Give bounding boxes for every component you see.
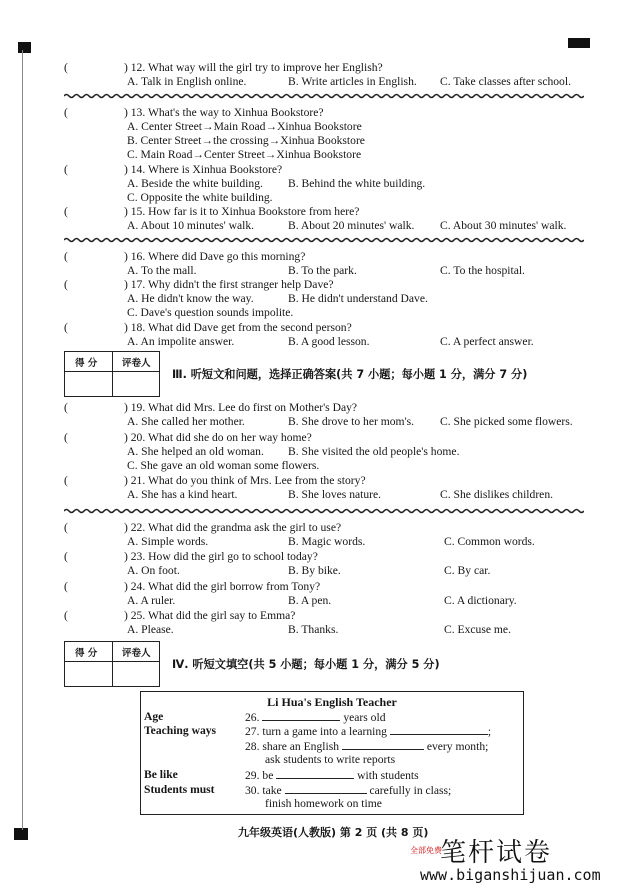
option-b: B. She drove to her mom's. bbox=[288, 415, 415, 428]
question-15 bbox=[64, 205, 359, 219]
option-a: A. An impolite answer. bbox=[127, 335, 235, 348]
option-a: A. Talk in English online. bbox=[127, 75, 247, 88]
answer-paren[interactable]: ( bbox=[64, 474, 68, 487]
watermark-brand: 笔杆试卷 bbox=[440, 838, 553, 868]
option-a: A. On foot. bbox=[127, 564, 180, 577]
item-26: 26. years old bbox=[245, 711, 386, 724]
question-12 bbox=[64, 61, 383, 75]
answer-paren[interactable]: ( bbox=[64, 321, 68, 334]
registration-mark-left-bottom bbox=[14, 828, 28, 840]
option-b: B. A pen. bbox=[288, 594, 332, 607]
grader-label: 评卷人 bbox=[122, 648, 151, 659]
answer-paren[interactable]: ( bbox=[64, 278, 68, 291]
answer-blank-26[interactable] bbox=[262, 710, 340, 721]
answer-paren[interactable]: ( bbox=[64, 250, 68, 263]
item-28: 28. share an English every month; bbox=[245, 740, 489, 753]
score-label: 得 分 bbox=[75, 648, 98, 659]
option-c: C. About 30 minutes' walk. bbox=[440, 219, 567, 232]
option-c: C. By car. bbox=[444, 564, 491, 577]
answer-paren[interactable]: ( bbox=[64, 550, 68, 563]
score-box bbox=[64, 351, 160, 397]
option-a: A. He didn't know the way. bbox=[127, 292, 254, 305]
question-13 bbox=[64, 106, 324, 120]
answer-paren[interactable]: ( bbox=[64, 205, 68, 218]
option-c: C. She gave an old woman some flowers. bbox=[127, 459, 320, 472]
question-20 bbox=[64, 431, 312, 445]
registration-mark-right-top bbox=[568, 38, 590, 48]
option-b: B. About 20 minutes' walk. bbox=[288, 219, 415, 232]
option-c: C. Common words. bbox=[444, 535, 535, 548]
question-stem: ) 24. What did the girl borrow from Tony? bbox=[124, 580, 321, 593]
question-stem: ) 15. How far is it to Xinhua Bookstore from here? bbox=[124, 205, 360, 218]
question-21 bbox=[64, 474, 366, 488]
question-stem: ) 20. What did she do on her way home? bbox=[124, 431, 312, 444]
option-a: A. Beside the white building. bbox=[127, 177, 263, 190]
question-16 bbox=[64, 250, 305, 264]
question-23 bbox=[64, 550, 318, 564]
page-footer: 九年级英语(人教版) 第 2 页 (共 8 页) bbox=[238, 826, 429, 839]
option-c: C. Opposite the white building. bbox=[127, 191, 273, 204]
watermark-url: www.biganshijuan.com bbox=[420, 866, 601, 884]
option-b: B. By bike. bbox=[288, 564, 341, 577]
option-b: B. She visited the old people's home. bbox=[288, 445, 460, 458]
question-stem: ) 17. Why didn't the first stranger help Dave? bbox=[124, 278, 334, 291]
answer-paren[interactable]: ( bbox=[64, 401, 68, 414]
score-box bbox=[64, 641, 160, 687]
wave-divider bbox=[64, 508, 584, 514]
option-c: C. Dave's question sounds impolite. bbox=[127, 306, 294, 319]
option-c: C. Excuse me. bbox=[444, 623, 511, 636]
option-b: B. She loves nature. bbox=[288, 488, 382, 501]
item-30: 30. take carefully in class; bbox=[245, 784, 452, 797]
option-c: C. She dislikes children. bbox=[440, 488, 554, 501]
binding-line bbox=[22, 50, 23, 830]
answer-blank-29[interactable] bbox=[276, 768, 354, 779]
section-3-title: Ⅲ. 听短文和问题，选择正确答案(共 7 小题；每小题 1 分，满分 7 分) bbox=[172, 368, 528, 381]
age-label: Age bbox=[144, 710, 164, 723]
option-a: A. Simple words. bbox=[127, 535, 209, 548]
option-b: B. Magic words. bbox=[288, 535, 366, 548]
item-28-line-2: ask students to write reports bbox=[265, 753, 396, 766]
option-a: A. Center Street→Main Road→Xinhua Bookstore bbox=[127, 120, 362, 133]
question-stem: ) 23. How did the girl go to school today? bbox=[124, 550, 318, 563]
option-c: C. A dictionary. bbox=[444, 594, 517, 607]
grader-label: 评卷人 bbox=[122, 358, 151, 369]
option-b: B. Thanks. bbox=[288, 623, 339, 636]
table-title: Li Hua's English Teacher bbox=[267, 695, 397, 709]
option-b: B. He didn't understand Dave. bbox=[288, 292, 428, 305]
option-b: B. A good lesson. bbox=[288, 335, 370, 348]
question-stem: ) 14. Where is Xinhua Bookstore? bbox=[124, 163, 283, 176]
question-stem: ) 18. What did Dave get from the second person? bbox=[124, 321, 352, 334]
question-25 bbox=[64, 609, 295, 623]
question-22 bbox=[64, 521, 341, 535]
option-a: A. She has a kind heart. bbox=[127, 488, 238, 501]
item-29: 29. be with students bbox=[245, 769, 419, 782]
be-like-label: Be like bbox=[144, 768, 178, 781]
answer-blank-27[interactable] bbox=[390, 724, 488, 735]
answer-paren[interactable]: ( bbox=[64, 163, 68, 176]
option-a: A. To the mall. bbox=[127, 264, 197, 277]
option-a: A. She helped an old woman. bbox=[127, 445, 264, 458]
option-a: A. About 10 minutes' walk. bbox=[127, 219, 255, 232]
item-30-line-2: finish homework on time bbox=[265, 797, 382, 810]
option-b: B. Behind the white building. bbox=[288, 177, 426, 190]
question-24 bbox=[64, 580, 320, 594]
question-18 bbox=[64, 321, 352, 335]
question-stem: ) 25. What did the girl say to Emma? bbox=[124, 609, 296, 622]
option-a: A. Please. bbox=[127, 623, 174, 636]
answer-paren[interactable]: ( bbox=[64, 609, 68, 622]
option-b: B. To the park. bbox=[288, 264, 357, 277]
question-stem: ) 21. What do you think of Mrs. Lee from the story? bbox=[124, 474, 366, 487]
option-c: C. A perfect answer. bbox=[440, 335, 534, 348]
fill-in-table bbox=[140, 691, 524, 815]
option-c: C. To the hospital. bbox=[440, 264, 525, 277]
answer-blank-30[interactable] bbox=[285, 783, 367, 794]
question-14 bbox=[64, 163, 282, 177]
option-c: C. She picked some flowers. bbox=[440, 415, 573, 428]
question-stem: ) 13. What's the way to Xinhua Bookstore? bbox=[124, 106, 324, 119]
option-c: C. Take classes after school. bbox=[440, 75, 571, 88]
option-a: A. A ruler. bbox=[127, 594, 176, 607]
answer-blank-28[interactable] bbox=[342, 739, 424, 750]
watermark-free-tag: 全部免费 bbox=[410, 846, 442, 855]
answer-paren[interactable]: ( bbox=[64, 580, 68, 593]
score-label: 得 分 bbox=[75, 358, 98, 369]
question-stem: ) 12. What way will the girl try to improve her English? bbox=[124, 61, 383, 74]
answer-paren[interactable]: ( bbox=[64, 106, 68, 119]
question-17 bbox=[64, 278, 334, 292]
students-must-label: Students must bbox=[144, 783, 215, 796]
answer-paren[interactable]: ( bbox=[64, 521, 68, 534]
question-stem: ) 22. What did the grandma ask the girl to use? bbox=[124, 521, 342, 534]
registration-mark-left-top bbox=[18, 42, 31, 53]
wave-divider bbox=[64, 93, 584, 99]
question-stem: ) 16. Where did Dave go this morning? bbox=[124, 250, 306, 263]
item-27: 27. turn a game into a learning ; bbox=[245, 725, 492, 738]
question-stem: ) 19. What did Mrs. Lee do first on Mother's Day? bbox=[124, 401, 358, 414]
question-19 bbox=[64, 401, 357, 415]
section-4-title: Ⅳ. 听短文填空(共 5 小题；每小题 1 分，满分 5 分) bbox=[172, 658, 440, 671]
option-b: B. Write articles in English. bbox=[288, 75, 417, 88]
wave-divider bbox=[64, 237, 584, 243]
option-a: A. She called her mother. bbox=[127, 415, 245, 428]
teaching-ways-label: Teaching ways bbox=[144, 724, 217, 737]
option-c: C. Main Road→Center Street→Xinhua Bookstore bbox=[127, 148, 362, 161]
option-b: B. Center Street→the crossing→Xinhua Bookstore bbox=[127, 134, 365, 147]
answer-paren[interactable]: ( bbox=[64, 431, 68, 444]
answer-paren[interactable]: ( bbox=[64, 61, 68, 74]
